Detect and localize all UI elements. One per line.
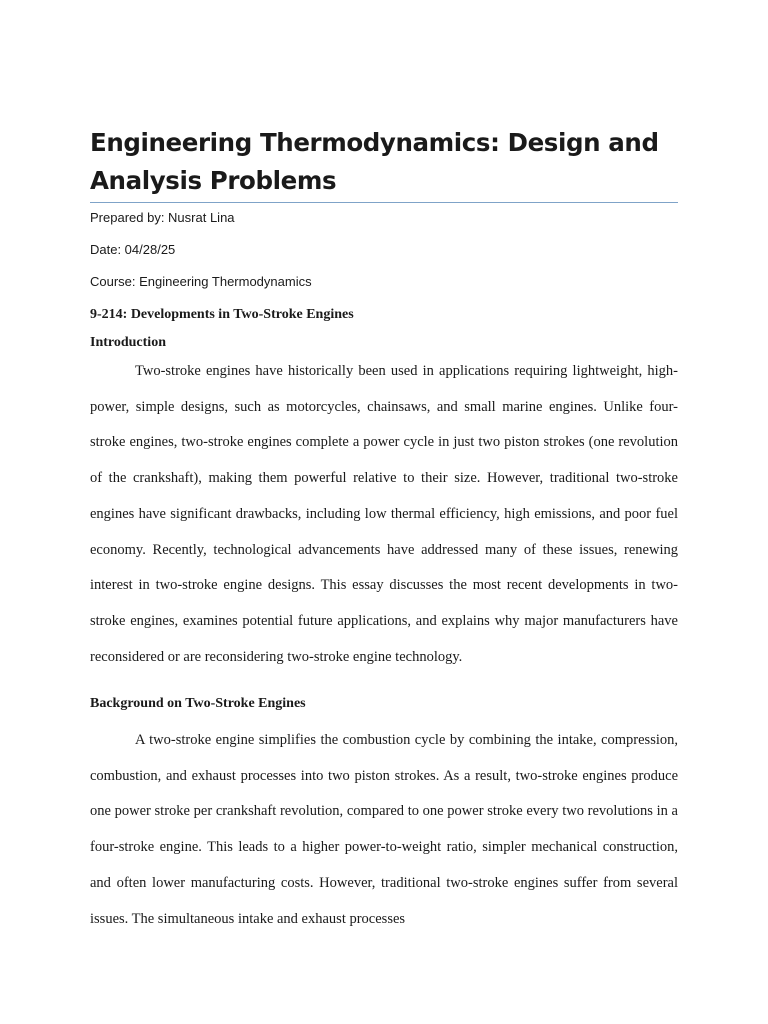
introduction-paragraph: Two-stroke engines have historically been used in applications requiring lightweight, high-power, simple designs, such as motorcycles, chainsaws, and small marine engines. Unlike four-stroke engines, two-stroke engines complete a power cycle in just two piston strokes (one revolution of the crankshaft), making them powerful relative to their size. However, traditional two-stroke engines have significant drawbacks, including low thermal efficiency, high emissions, and poor fuel economy. Recently, technological advancements have addressed many of these issues, renewing interest in two-stroke engine designs. This essay discusses the most recent developments in two-stroke engines, examines potential future applications, and explains why major manufacturers have reconsidered or are reconsidering two-stroke engine technology. bbox=[90, 363, 678, 665]
document-title: Engineering Thermodynamics: Design and Analysis Problems bbox=[90, 128, 659, 195]
section-heading-background: Background on Two-Stroke Engines bbox=[90, 696, 306, 711]
problem-heading: 9-214: Developments in Two-Stroke Engines bbox=[90, 307, 354, 322]
section-heading-introduction: Introduction bbox=[90, 335, 166, 350]
prepared-by: Prepared by: Nusrat Lina bbox=[90, 210, 235, 225]
document-date: Date: 04/28/25 bbox=[90, 242, 176, 257]
background-paragraph: A two-stroke engine simplifies the combustion cycle by combining the intake, compression, combustion, and exhaust processes into two piston strokes. As a result, two-stroke engines produce one power stroke per crankshaft revolution, compared to one power stroke every two revolutions in a four-stroke engine. This leads to a higher power-to-weight ratio, simpler mechanical construction, and often lower manufacturing costs. However, traditional two-stroke engines suffer from several issues. The simultaneous intake and exhaust processes bbox=[90, 732, 678, 927]
title-underline bbox=[90, 202, 678, 203]
course-name: Course: Engineering Thermodynamics bbox=[90, 274, 312, 289]
